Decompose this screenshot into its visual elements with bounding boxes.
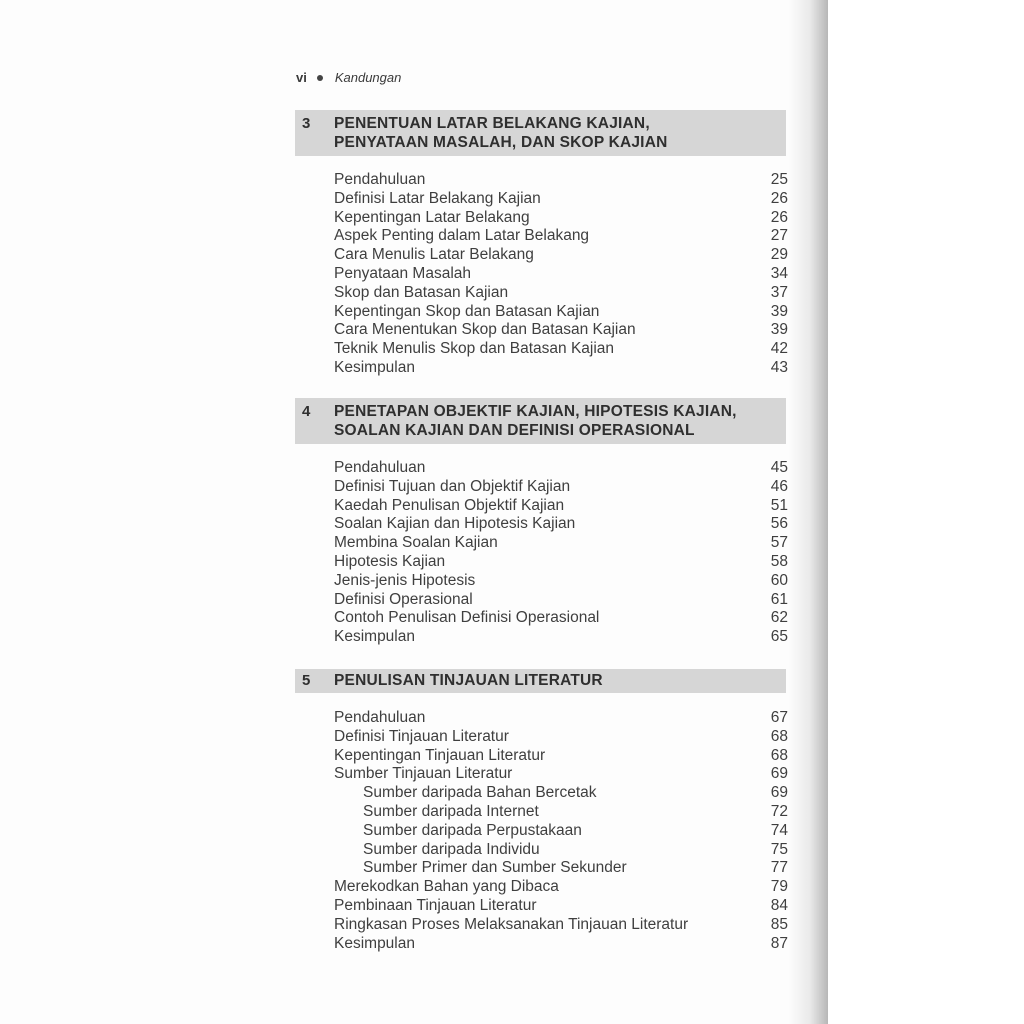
toc-entry[interactable]: [334, 878, 788, 897]
toc-entry[interactable]: [334, 916, 788, 935]
toc-entry-page: 62: [770, 609, 788, 627]
toc-entry-page: 27: [770, 227, 788, 245]
toc-entry-label: Sumber Tinjauan Literatur: [334, 765, 513, 783]
toc-entry-label: Aspek Penting dalam Latar Belakang: [334, 227, 590, 245]
toc-entry-page: 25: [770, 171, 788, 188]
toc-entries-chapter-3: [334, 171, 788, 378]
toc-entries-chapter-5: [334, 709, 788, 953]
toc-entry[interactable]: [334, 897, 788, 916]
toc-entry-page: 69: [770, 765, 788, 783]
toc-entry-label: Kesimpulan: [334, 934, 415, 952]
toc-entry-label: Soalan Kajian dan Hipotesis Kajian: [334, 515, 576, 533]
toc-entry-page: 60: [770, 571, 788, 589]
toc-entry-label: Kesimpulan: [334, 628, 415, 646]
chapter-title: [334, 670, 784, 692]
toc-subentry[interactable]: [334, 803, 788, 822]
toc-entry-page: 77: [770, 859, 788, 877]
toc-entry[interactable]: [334, 227, 788, 246]
toc-entry[interactable]: [334, 572, 788, 591]
toc-entry-page: 87: [770, 934, 788, 952]
toc-entry[interactable]: [334, 321, 788, 340]
toc-entry[interactable]: [334, 553, 788, 572]
chapter-title-line: SOALAN KAJIAN DAN DEFINISI OPERASIONAL: [334, 422, 695, 439]
toc-entry[interactable]: [334, 747, 788, 766]
running-head: [296, 68, 401, 88]
toc-entry-page: 34: [770, 264, 788, 282]
toc-entry-label: Membina Soalan Kajian: [334, 534, 498, 552]
toc-entry-label: Teknik Menulis Skop dan Batasan Kajian: [334, 340, 615, 358]
background: [828, 0, 1024, 1024]
toc-entry[interactable]: [334, 609, 788, 628]
toc-entry[interactable]: [334, 935, 788, 954]
toc-entry-label: Definisi Tinjauan Literatur: [334, 727, 509, 745]
chapter-heading-3: [295, 110, 786, 156]
toc-entry[interactable]: [334, 190, 788, 209]
toc-entry-label: Jenis-jenis Hipotesis: [334, 571, 476, 589]
toc-entry-label: Pembinaan Tinjauan Literatur: [334, 896, 537, 914]
chapter-title-line: PENYATAAN MASALAH, DAN SKOP KAJIAN: [334, 134, 668, 151]
toc-entry-page: 67: [770, 709, 788, 726]
toc-entry-page: 51: [770, 496, 788, 514]
toc-entry[interactable]: [334, 534, 788, 553]
toc-entry-label: Skop dan Batasan Kajian: [334, 283, 509, 301]
toc-entry[interactable]: [334, 284, 788, 303]
toc-entry[interactable]: [334, 359, 788, 378]
toc-entry-label: Definisi Latar Belakang Kajian: [334, 189, 541, 207]
toc-entry-page: 68: [770, 746, 788, 764]
toc-entry-page: 37: [770, 283, 788, 301]
toc-entry[interactable]: [334, 459, 788, 478]
toc-entry-page: 57: [770, 534, 788, 552]
toc-entry-page: 74: [770, 821, 788, 839]
chapter-title: [334, 401, 784, 442]
toc-entry[interactable]: [334, 265, 788, 284]
toc-entry-label: Sumber Primer dan Sumber Sekunder: [363, 859, 627, 877]
toc-entry-label: Contoh Penulisan Definisi Operasional: [334, 609, 600, 627]
toc-entry-label: Kepentingan Tinjauan Literatur: [334, 746, 546, 764]
toc-entry[interactable]: [334, 515, 788, 534]
toc-entry-page: 79: [770, 878, 788, 896]
toc-entries-chapter-4: [334, 459, 788, 647]
running-head-title: Kandungan: [334, 70, 402, 85]
toc-entry-page: 39: [770, 321, 788, 339]
toc-entry-page: 65: [770, 628, 788, 646]
toc-entry[interactable]: [334, 709, 788, 728]
toc-entry[interactable]: [334, 340, 788, 359]
toc-entry-label: Kepentingan Skop dan Batasan Kajian: [334, 302, 600, 320]
toc-entry-label: Merekodkan Bahan yang Dibaca: [334, 878, 559, 896]
chapter-title-line: PENULISAN TINJAUAN LITERATUR: [334, 672, 603, 689]
toc-entry-page: 56: [770, 515, 788, 533]
toc-subentry[interactable]: [334, 784, 788, 803]
toc-entry-label: Definisi Tujuan dan Objektif Kajian: [334, 477, 571, 495]
toc-entry[interactable]: [334, 765, 788, 784]
toc-entry-page: 75: [770, 840, 788, 858]
toc-entry-page: 26: [770, 189, 788, 207]
toc-entry-page: 29: [770, 246, 788, 264]
toc-entry-label: Kaedah Penulisan Objektif Kajian: [334, 496, 565, 514]
toc-subentry[interactable]: [334, 841, 788, 860]
toc-subentry[interactable]: [334, 859, 788, 878]
toc-entry-page: 26: [770, 208, 788, 226]
toc-entry-page: 45: [770, 459, 788, 476]
toc-entry-page: 42: [770, 340, 788, 358]
toc-entry[interactable]: [334, 591, 788, 610]
toc-entry-page: 46: [770, 477, 788, 495]
toc-entry-page: 68: [770, 727, 788, 745]
toc-entry[interactable]: [334, 478, 788, 497]
toc-entry-page: 43: [770, 358, 788, 376]
toc-entry-label: Cara Menentukan Skop dan Batasan Kajian: [334, 321, 636, 339]
toc-entry[interactable]: [334, 209, 788, 228]
toc-entry-label: Pendahuluan: [334, 459, 426, 476]
toc-entry[interactable]: [334, 171, 788, 190]
toc-entry-page: 58: [770, 552, 788, 570]
chapter-title: [334, 113, 784, 154]
toc-entry-label: Cara Menulis Latar Belakang: [334, 246, 534, 264]
toc-entry[interactable]: [334, 728, 788, 747]
chapter-number: 3: [302, 115, 311, 132]
toc-entry-label: Definisi Operasional: [334, 590, 473, 608]
toc-entry-label: Penyataan Masalah: [334, 264, 472, 282]
toc-entry-label: Hipotesis Kajian: [334, 552, 446, 570]
toc-entry-page: 39: [770, 302, 788, 320]
toc-entry-label: Kepentingan Latar Belakang: [334, 208, 530, 226]
chapter-heading-4: [295, 398, 786, 444]
toc-entry-label: Sumber daripada Bahan Bercetak: [363, 784, 597, 802]
toc-entry-page: 69: [770, 784, 788, 802]
toc-entry-label: Kesimpulan: [334, 358, 415, 376]
toc-entry-page: 84: [770, 896, 788, 914]
toc-subentry[interactable]: [334, 822, 788, 841]
chapter-title-line: PENENTUAN LATAR BELAKANG KAJIAN,: [334, 115, 650, 132]
toc-entry-page: 61: [770, 590, 788, 608]
toc-entry[interactable]: [334, 246, 788, 265]
toc-entry[interactable]: [334, 628, 788, 647]
page-gutter-shadow: [788, 0, 828, 1024]
chapter-number: 5: [302, 672, 311, 689]
toc-entry-page: 72: [770, 802, 788, 820]
toc-entry-label: Sumber daripada Internet: [363, 802, 539, 820]
chapter-title-line: PENETAPAN OBJEKTIF KAJIAN, HIPOTESIS KAJIAN,: [334, 403, 737, 420]
toc-entry-page: 85: [770, 915, 788, 933]
chapter-heading-5: [295, 669, 786, 693]
toc-entry-label: Sumber daripada Perpustakaan: [363, 821, 582, 839]
page-number: vi: [296, 70, 307, 85]
toc-entry-label: Sumber daripada Individu: [363, 840, 540, 858]
toc-entry-label: Pendahuluan: [334, 709, 426, 726]
toc-entry-label: Pendahuluan: [334, 171, 426, 188]
toc-entry[interactable]: [334, 497, 788, 516]
bullet-icon: [317, 75, 323, 81]
toc-entry-label: Ringkasan Proses Melaksanakan Tinjauan Literatur: [334, 915, 689, 933]
toc-entry[interactable]: [334, 303, 788, 322]
chapter-number: 4: [302, 403, 311, 420]
